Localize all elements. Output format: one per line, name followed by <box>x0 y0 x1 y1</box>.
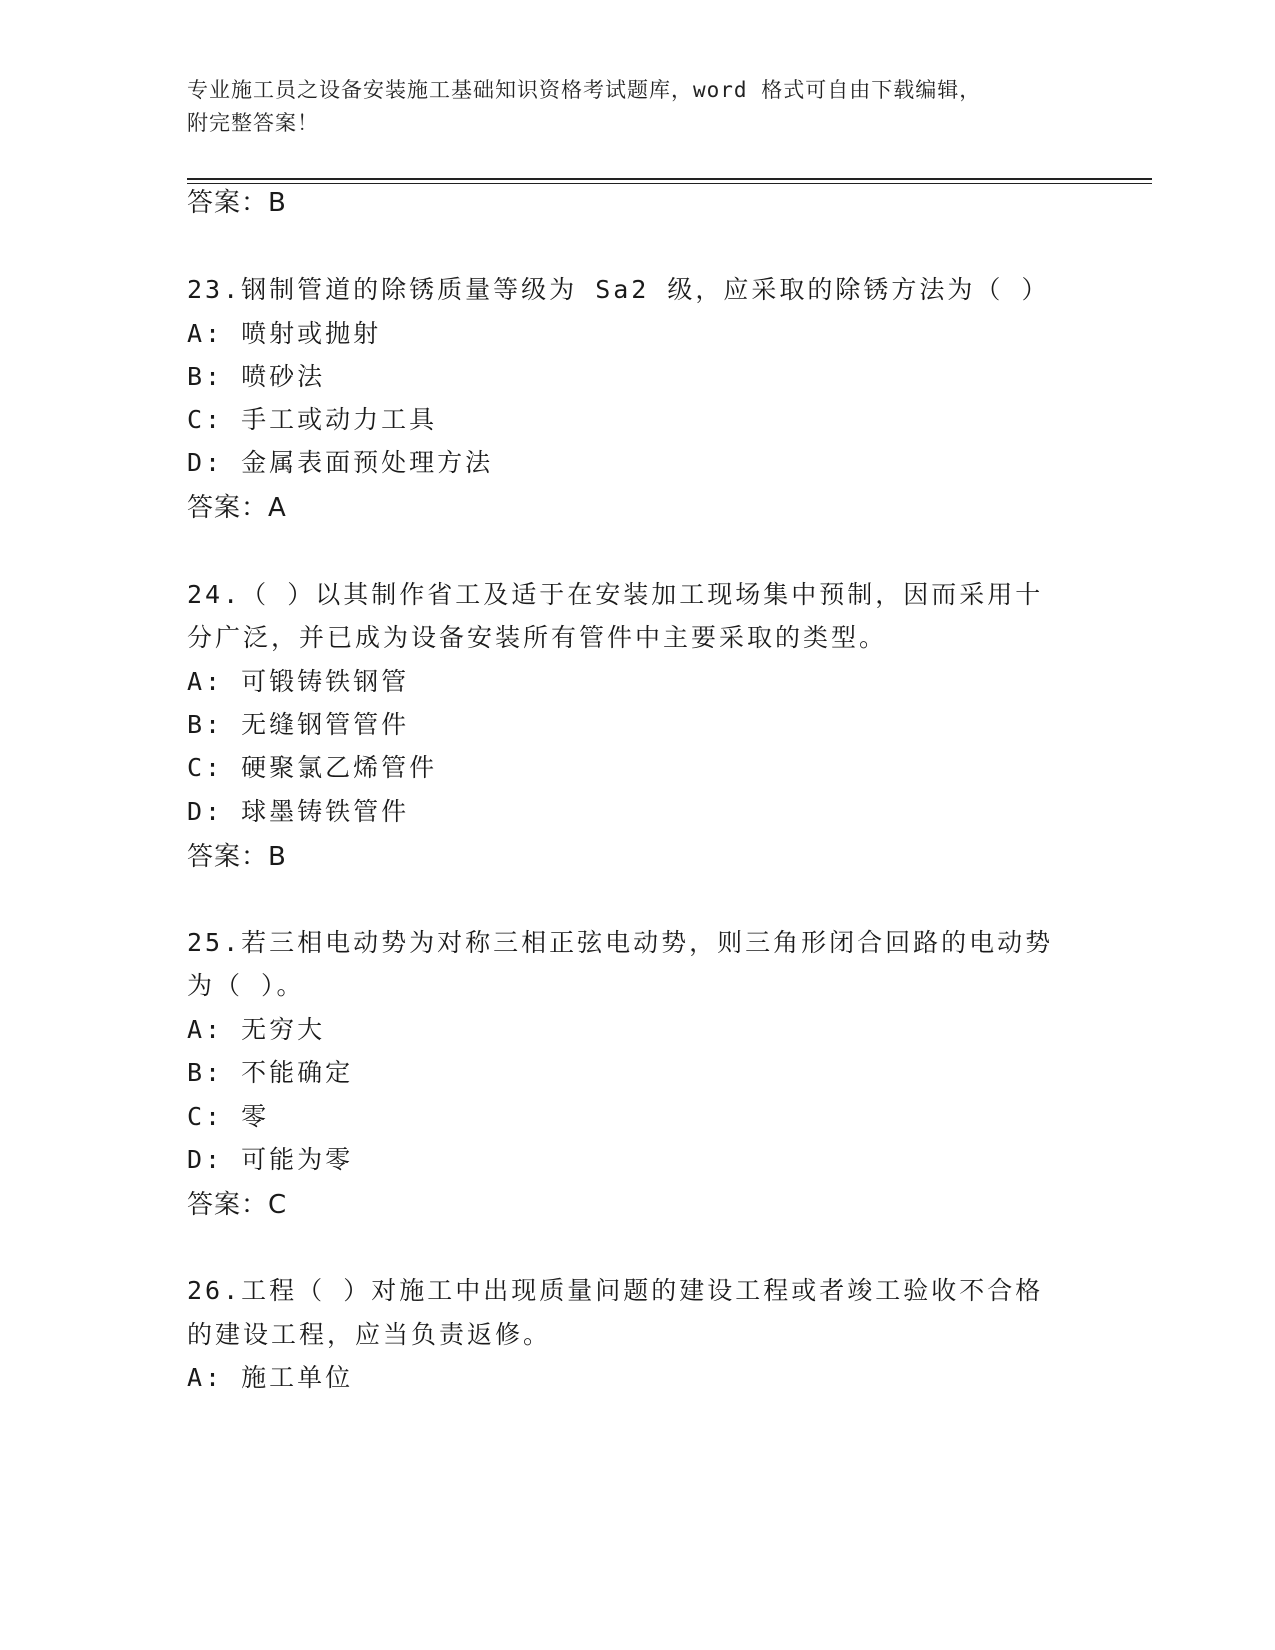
document-header <box>187 74 1087 140</box>
question-24-option-b: B: 无缝钢管管件 <box>187 710 410 739</box>
question-26-line-1: 26.工程（ ）对施工中出现质量问题的建设工程或者竣工验收不合格 <box>187 1276 1044 1305</box>
answer-22: 答案：B <box>187 188 287 218</box>
question-23-option-b: B: 喷砂法 <box>187 362 326 391</box>
question-25-option-a: A: 无穷大 <box>187 1015 326 1044</box>
question-26-line-2: 的建设工程，应当负责返修。 <box>187 1320 552 1349</box>
document-page <box>187 0 1152 1650</box>
question-23-option-c: C: 手工或动力工具 <box>187 405 438 434</box>
question-24-option-d: D: 球墨铸铁管件 <box>187 797 410 826</box>
question-25-option-b: B: 不能确定 <box>187 1058 354 1087</box>
question-25-option-c: C: 零 <box>187 1102 270 1131</box>
question-24-line-2: 分广泛，并已成为设备安装所有管件中主要采取的类型。 <box>187 623 888 652</box>
question-25-line-1: 25.若三相电动势为对称三相正弦电动势，则三角形闭合回路的电动势 <box>187 928 1054 957</box>
question-23-line-1: 23.钢制管道的除锈质量等级为 Sa2 级，应采取的除锈方法为（ ） <box>187 275 1050 304</box>
question-25-line-2: 为（ ）。 <box>187 971 305 1000</box>
question-25-option-d: D: 可能为零 <box>187 1145 354 1174</box>
question-24-line-1: 24.（ ）以其制作省工及适于在安装加工现场集中预制，因而采用十 <box>187 580 1044 609</box>
question-23-option-a: A: 喷射或抛射 <box>187 319 382 348</box>
question-23-option-d: D: 金属表面预处理方法 <box>187 448 494 477</box>
header-line-2: 附完整答案！ <box>187 111 319 135</box>
question-24-option-a: A: 可锻铸铁钢管 <box>187 667 410 696</box>
answer-23: 答案：A <box>187 493 287 523</box>
header-line-1: 专业施工员之设备安装施工基础知识资格考试题库，word 格式可自由下载编辑， <box>187 78 982 102</box>
answer-24: 答案：B <box>187 842 287 872</box>
answer-25: 答案：C <box>187 1190 288 1220</box>
question-26-option-a: A: 施工单位 <box>187 1363 354 1392</box>
question-24-option-c: C: 硬聚氯乙烯管件 <box>187 753 438 782</box>
